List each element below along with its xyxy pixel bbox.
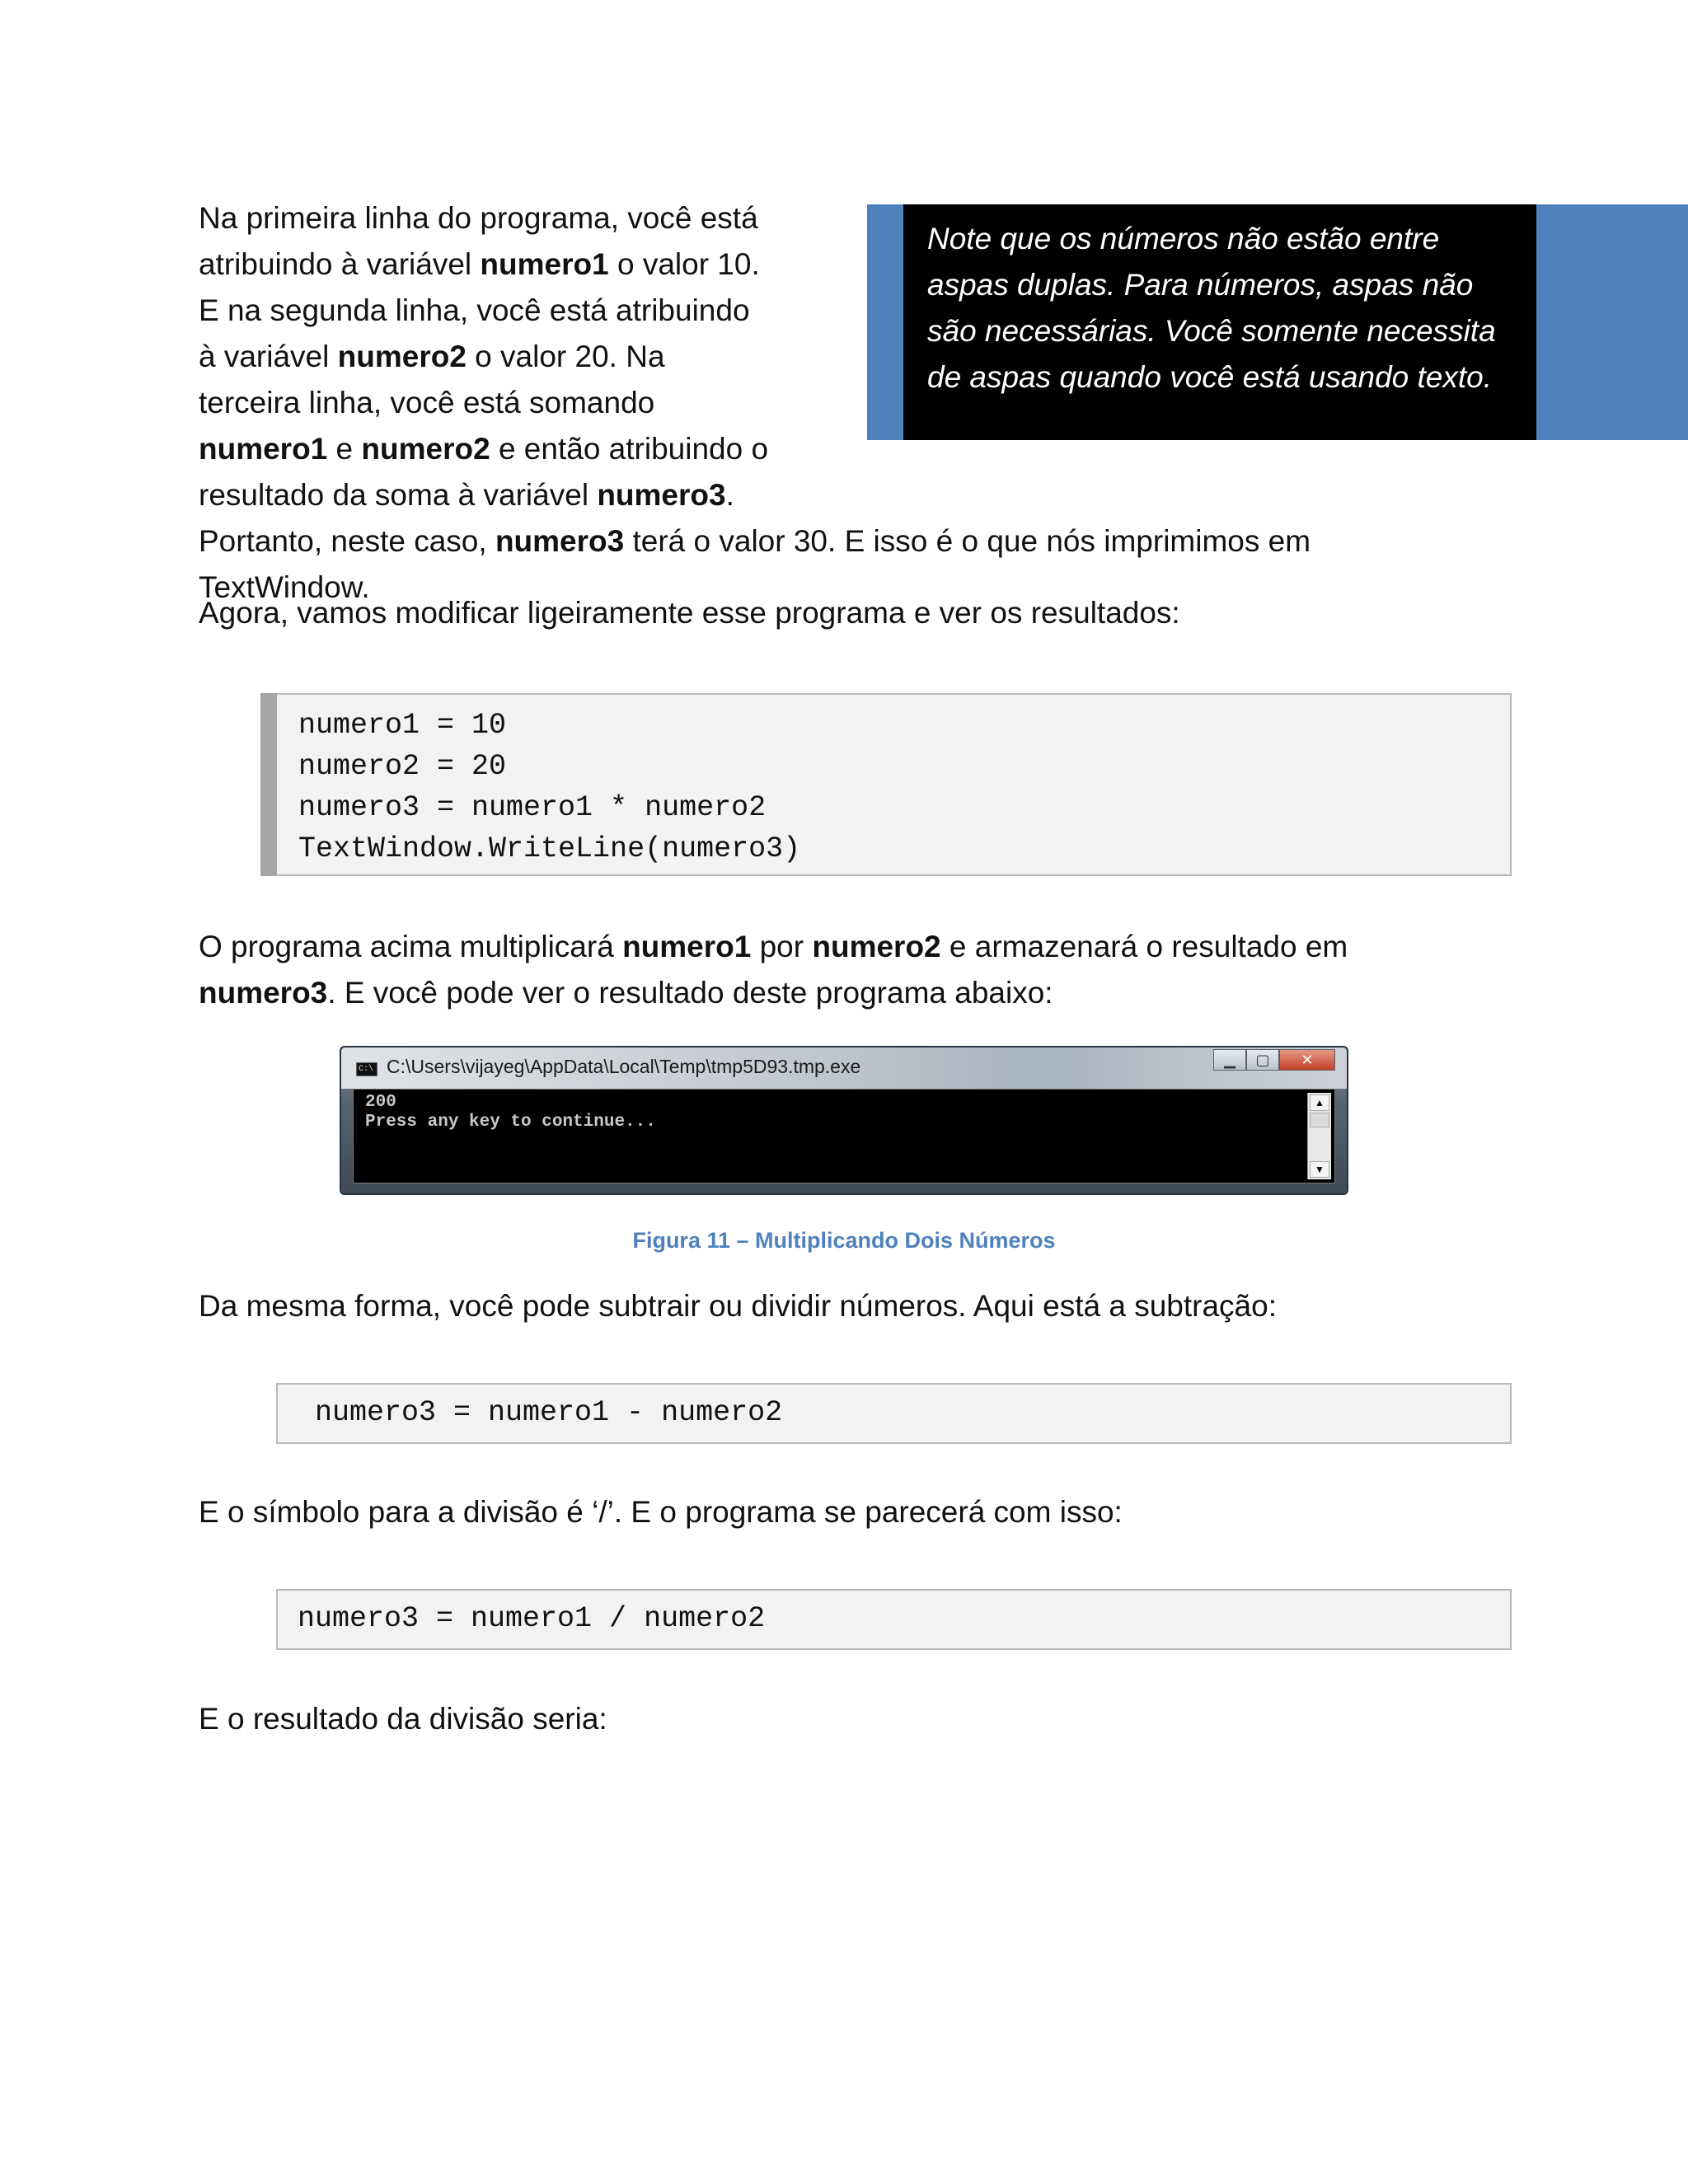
code-block-multiply	[260, 693, 1512, 876]
console-window-screenshot	[340, 1046, 1348, 1195]
code-line: numero2 = 20	[298, 750, 507, 783]
code-line: numero3 = numero1 * numero2	[298, 791, 767, 824]
subtract-paragraph: Da mesma forma, você pode subtrair ou dividir números. Aqui está a subtração:	[199, 1289, 1277, 1323]
callout-box	[903, 204, 1536, 440]
console-app-icon: C:\	[356, 1062, 377, 1076]
console-output-area	[353, 1089, 1335, 1183]
code-line: numero1 = 10	[298, 709, 507, 742]
console-output: 200 Press any key to continue...	[365, 1093, 656, 1132]
close-icon[interactable]: ✕	[1279, 1049, 1335, 1071]
window-controls	[1213, 1049, 1335, 1072]
divide-paragraph: E o símbolo para a divisão é ‘/’. E o programa se parecerá com isso:	[199, 1495, 1123, 1529]
console-title: C:\Users\vijayeg\AppData\Local\Temp\tmp5D93.tmp.exe	[387, 1056, 861, 1077]
multiply-paragraph: O programa acima multiplicará numero1 por numero2 e armazenará o resultado em numero3. E você pode ver o resultado deste programa abaixo:	[199, 930, 1348, 1010]
code-block-divide: numero3 = numero1 / numero2	[276, 1589, 1512, 1650]
callout-text: Note que os números não estão entre aspas duplas. Para números, aspas não são necessárias. Você somente necessita de aspas quando você está usando texto.	[927, 222, 1496, 394]
scroll-thumb[interactable]	[1310, 1113, 1329, 1127]
scroll-up-icon[interactable]: ▲	[1310, 1094, 1329, 1111]
modify-paragraph: Agora, vamos modificar ligeiramente esse programa e ver os resultados:	[199, 596, 1180, 630]
code-line: TextWindow.WriteLine(numero3)	[298, 832, 801, 865]
scroll-down-icon[interactable]: ▼	[1310, 1161, 1329, 1178]
minimize-icon[interactable]: ▁	[1213, 1049, 1246, 1071]
code-block-side-bar	[260, 693, 277, 876]
maximize-icon[interactable]: ▢	[1246, 1049, 1279, 1071]
console-scrollbar[interactable]	[1307, 1093, 1331, 1179]
code-block-subtract: numero3 = numero1 - numero2	[276, 1383, 1512, 1444]
result-paragraph: E o resultado da divisão seria:	[199, 1702, 607, 1736]
intro-paragraph: Na primeira linha do programa, você está atribuindo à variável numero1 o valor 10. E na segunda linha, você está atribuindo à variável numero2 o valor 20. Na terceira linha, você está somando numero1 e numero2 e então atribuindo o resultado da soma à variável numero3. Portanto, neste caso, numero3 terá o valor 30. E isso é o que nós imprimimos em TextWindow.	[199, 201, 1311, 604]
figure-caption: Figura 11 – Multiplicando Dois Números	[632, 1228, 1056, 1253]
console-titlebar	[341, 1047, 1347, 1089]
